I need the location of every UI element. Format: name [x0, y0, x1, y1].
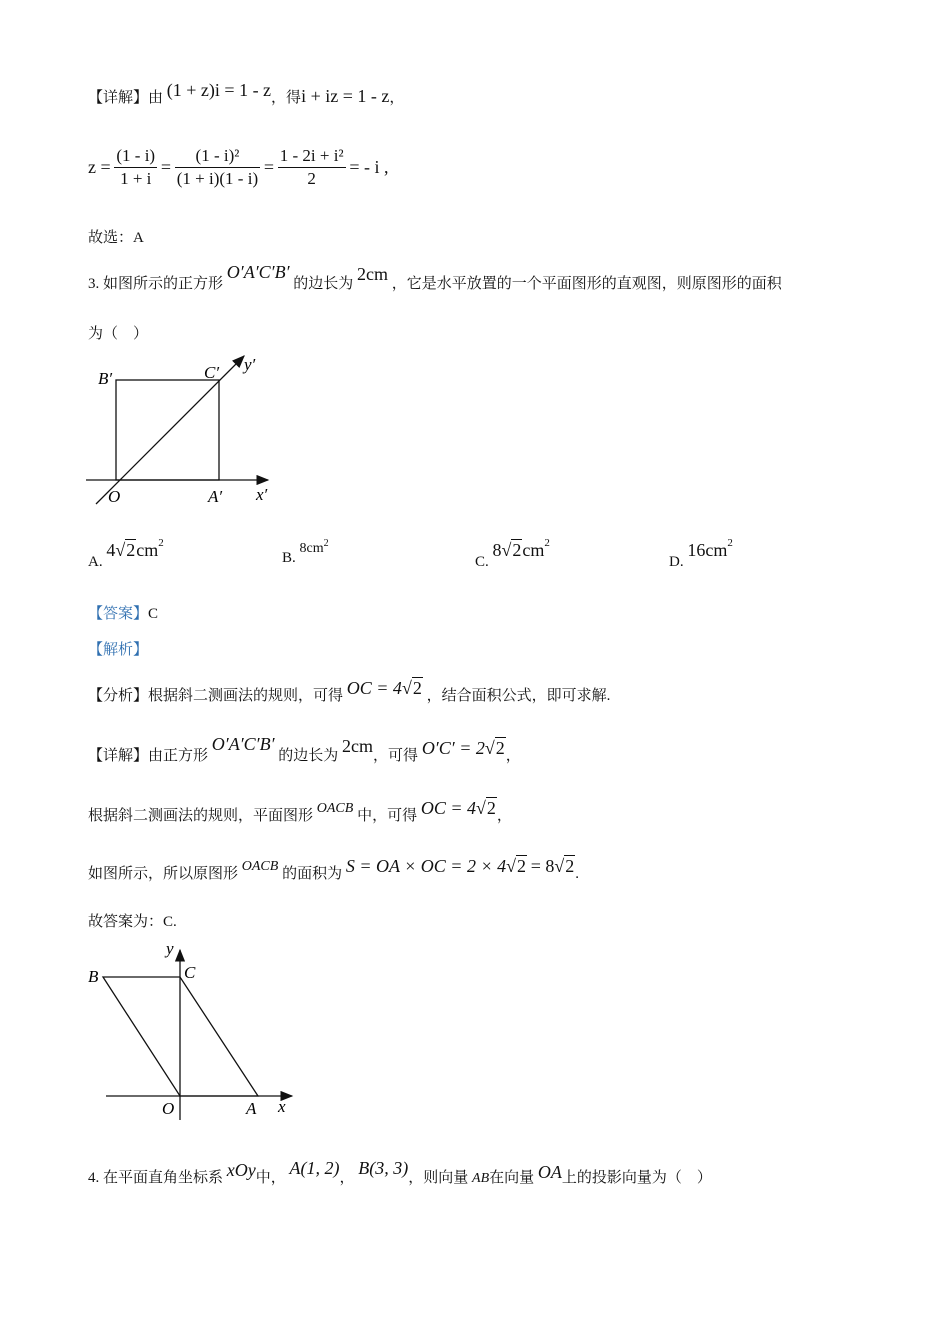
line3-t1: 如图所示，所以原图形 [88, 866, 239, 882]
detail-ocp: O′C′ = 2 [421, 738, 485, 758]
figure-original-parallelogram [86, 936, 306, 1122]
option-b-exp: 2 [323, 538, 329, 549]
q3-detail [88, 734, 521, 765]
eq-2: = [263, 157, 275, 177]
option-c-exp: 2 [544, 537, 550, 549]
square-outline [116, 380, 219, 480]
option-c-unit: cm [522, 540, 545, 560]
z-derivation [88, 146, 388, 189]
option-c-sqrt: √2 [501, 540, 522, 560]
text-by: 由 [148, 90, 164, 106]
q3-analysis [88, 678, 611, 705]
answer-value: C [148, 606, 159, 622]
line2-t3: ， [496, 808, 512, 824]
p2-choice: 故选：A [88, 230, 144, 246]
q3-mid: 的边长为 [293, 276, 354, 292]
detail-side: 2cm [342, 736, 374, 756]
line2-t2: 中，可得 [357, 808, 418, 824]
detail-t2: 的边长为 [278, 748, 339, 764]
option-a-coef: 4 [106, 540, 116, 560]
f2-num: (1 - i)² [175, 146, 260, 168]
option-a-exp: 2 [158, 537, 164, 549]
q3-stem-line2: 为（ ） [88, 326, 149, 342]
option-d-exp: 2 [727, 537, 733, 549]
expanded-equation: i + iz = 1 - z [301, 86, 390, 106]
line3-t2: 的面积为 [282, 866, 343, 882]
analysis-rad: 2 [412, 678, 422, 698]
fraction-1 [114, 146, 157, 189]
label-y: y [166, 939, 174, 958]
q3-line3 [88, 856, 580, 883]
analysis-text2: ，结合面积公式，即可求解. [426, 688, 611, 704]
option-d-label: D. [669, 554, 684, 570]
line3-sqrt: √2 [506, 856, 526, 876]
option-a-label: A. [88, 554, 103, 570]
fraction-2 [175, 146, 260, 189]
option-c[interactable] [475, 537, 550, 570]
q3-answer [88, 602, 158, 623]
option-b-label: B. [282, 550, 296, 566]
option-c-label: C. [475, 554, 489, 570]
label-x-prime: x′ [256, 485, 268, 504]
label-a: A [246, 1099, 257, 1118]
f2-den: (1 + i)(1 - i) [176, 169, 259, 188]
label-b: B [88, 967, 99, 986]
option-a-sqrt: √2 [115, 540, 136, 560]
f1-den: 1 + i [120, 169, 152, 188]
analysis-tag: 【解析】 [88, 642, 149, 658]
detail-t4: ， [505, 748, 521, 764]
q3-conclusion: 故答案为：C. [88, 914, 177, 930]
q3-side: 2cm [357, 264, 389, 284]
option-a-unit: cm [136, 540, 159, 560]
q4-t1: 4. 在平面直角坐标系 [88, 1170, 224, 1186]
q4-sys: xOy [226, 1160, 256, 1180]
label-y-prime: y′ [244, 355, 256, 374]
q4-point-a: A(1, 2) [289, 1158, 340, 1178]
f1-num: (1 - i) [114, 146, 157, 168]
fraction-3 [278, 146, 346, 189]
line2-rad: 2 [486, 798, 496, 818]
line2-t1: 根据斜二测画法的规则，平面图形 [88, 808, 314, 824]
line3-t3: . [575, 866, 580, 882]
q4-t2: 中， [255, 1170, 286, 1186]
line3-rad: 2 [517, 856, 526, 876]
option-d[interactable] [669, 537, 733, 570]
analysis-sqrt: √2 [401, 678, 422, 698]
p2-detail-line [88, 80, 405, 107]
q4-t5: 上的投影向量为（ ） [561, 1170, 712, 1186]
line3-fig: OACB [241, 859, 279, 874]
q4-vec-oa: OA [537, 1162, 562, 1182]
line2-oc: OC = 4 [420, 798, 476, 818]
f3-den: 2 [307, 169, 316, 188]
y-prime-axis [96, 356, 244, 504]
z-result: = - i , [349, 157, 389, 177]
given-equation: (1 + z)i = 1 - z [166, 80, 272, 100]
detail-sqrt: √2 [484, 738, 505, 758]
option-d-value: 16cm [687, 540, 728, 560]
option-c-coef: 8 [492, 540, 502, 560]
label-a-prime: A′ [208, 487, 223, 506]
detail-tag: 【详解】 [88, 90, 149, 106]
option-a-rad: 2 [126, 540, 136, 560]
analysis-oc: OC = 4 [346, 678, 402, 698]
detail-tag-2: 【详解】 [88, 748, 149, 764]
analysis-sub-tag: 【分析】 [88, 688, 149, 704]
q4-sep: ， [339, 1170, 355, 1186]
option-c-rad: 2 [512, 540, 522, 560]
option-b[interactable] [282, 538, 329, 566]
option-a[interactable] [88, 537, 164, 570]
z-lhs: z = [88, 157, 111, 177]
label-o: O [108, 487, 121, 506]
q4-t4: 在向量 [489, 1170, 535, 1186]
comma: ， [389, 90, 405, 106]
q3-suffix: ，它是水平放置的一个平面图形的直观图，则原图形的面积 [391, 276, 782, 292]
q3-square-name: O′A′C′B′ [226, 262, 290, 282]
analysis-text1: 根据斜二测画法的规则，可得 [148, 688, 344, 704]
line3-expr: S = OA × OC = 2 × 4 [345, 856, 507, 876]
label-c-prime: C′ [204, 363, 220, 382]
detail-square: O′A′C′B′ [211, 734, 275, 754]
detail-rad: 2 [495, 738, 505, 758]
detail-t3: ，可得 [373, 748, 419, 764]
figure-square-intuitive [86, 350, 286, 510]
line3-sqrt2: √2 [554, 856, 575, 876]
text-then: ，得 [271, 90, 302, 106]
label-c: C [184, 963, 196, 982]
line2-sqrt: √2 [476, 798, 496, 818]
label-b-prime: B′ [98, 369, 113, 388]
answer-tag: 【答案】 [88, 606, 149, 622]
label-o2: O [162, 1099, 175, 1118]
line3-rad2: 2 [565, 856, 575, 876]
q3-stem-line1 [88, 262, 782, 293]
detail-t1: 由正方形 [148, 748, 209, 764]
line2-fig: OACB [316, 801, 354, 816]
q3-prefix: 3. 如图所示的正方形 [88, 276, 224, 292]
q4-stem [88, 1158, 712, 1187]
option-b-value: 8cm [299, 541, 324, 556]
q3-line2 [88, 798, 512, 825]
label-x: x [278, 1097, 286, 1116]
f3-num: 1 - 2i + i² [278, 146, 346, 168]
eq-1: = [160, 157, 172, 177]
q4-point-b: B(3, 3) [358, 1158, 409, 1178]
line3-mid: = 8 [530, 856, 555, 876]
q4-t3: ，则向量 [408, 1170, 469, 1186]
q4-vec-ab: AB [472, 1171, 490, 1186]
